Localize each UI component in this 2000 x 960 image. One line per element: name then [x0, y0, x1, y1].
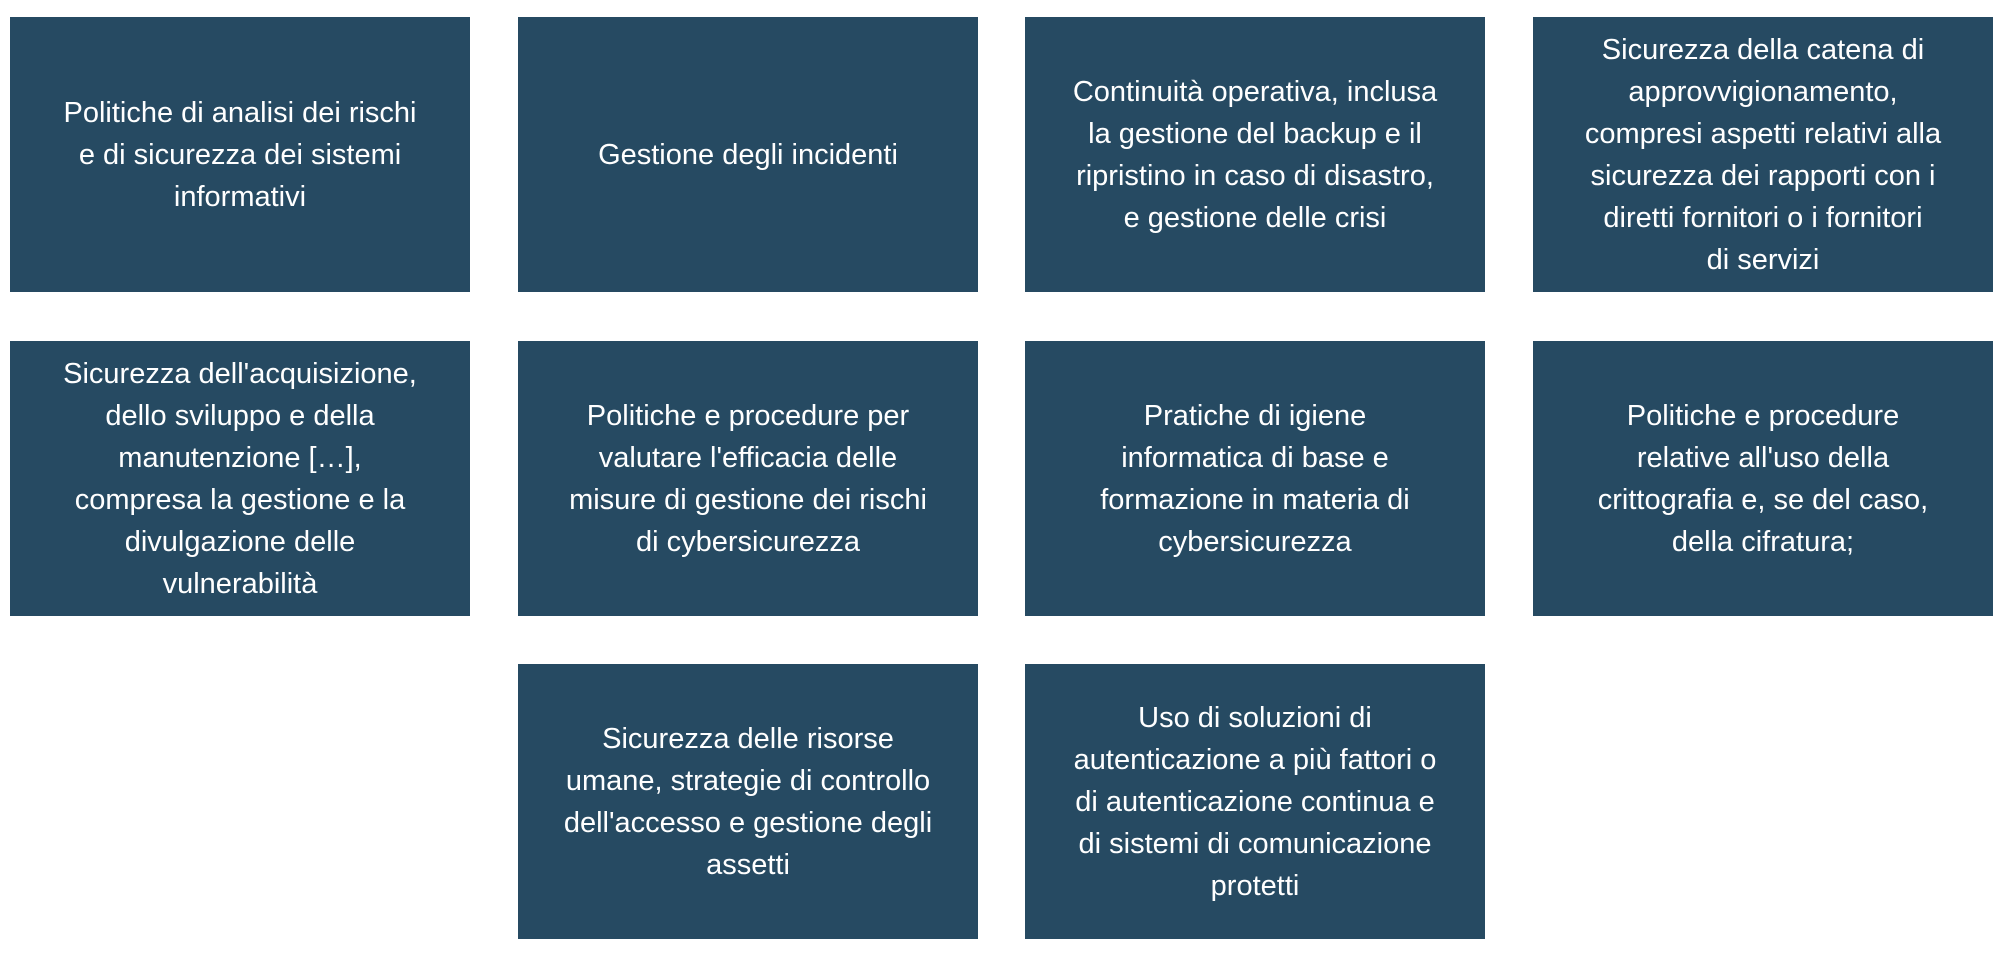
box-supply-chain-security [1533, 17, 1993, 292]
box-incident-management [518, 17, 978, 292]
box-label: Politiche e procedure relative all'uso della crittografia e, se del caso, della cifratura; [1597, 399, 1929, 558]
box-label: Sicurezza delle risorse umane, strategie di controllo dell'accesso e gestione degli assetti [563, 722, 933, 881]
box-business-continuity [1025, 17, 1485, 292]
box-label: Sicurezza della catena di approvvigionamento, compresi aspetti relativi alla sicurezza dei rapporti con i diretti fornitori o i fornitori di servizi [1584, 33, 1942, 276]
box-label: Politiche e procedure per valutare l'efficacia delle misure di gestione dei rischi di cybersicurezza [569, 399, 927, 558]
box-effectiveness-assessment [518, 341, 978, 616]
box-label: Politiche di analisi dei rischi e di sicurezza dei sistemi informativi [63, 96, 417, 213]
box-risk-analysis-policies [10, 17, 470, 292]
box-label: Continuità operativa, inclusa la gestione del backup e il ripristino in caso di disastro, e gestione delle crisi [1072, 75, 1438, 234]
box-multifactor-authentication [1025, 664, 1485, 939]
box-human-resources-access-control [518, 664, 978, 939]
box-cryptography-policies [1533, 341, 1993, 616]
box-label: Gestione degli incidenti [598, 138, 898, 171]
box-acquisition-development-security [10, 341, 470, 616]
box-label: Sicurezza dell'acquisizione, dello sviluppo e della manutenzione […], compresa la gestione e la divulgazione delle vulnerabilità [63, 357, 417, 600]
box-label: Uso di soluzioni di autenticazione a più fattori o di autenticazione continua e di sistemi di comunicazione protetti [1073, 701, 1437, 902]
box-cyber-hygiene-training [1025, 341, 1485, 616]
box-label: Pratiche di igiene informatica di base e formazione in materia di cybersicurezza [1100, 399, 1410, 558]
